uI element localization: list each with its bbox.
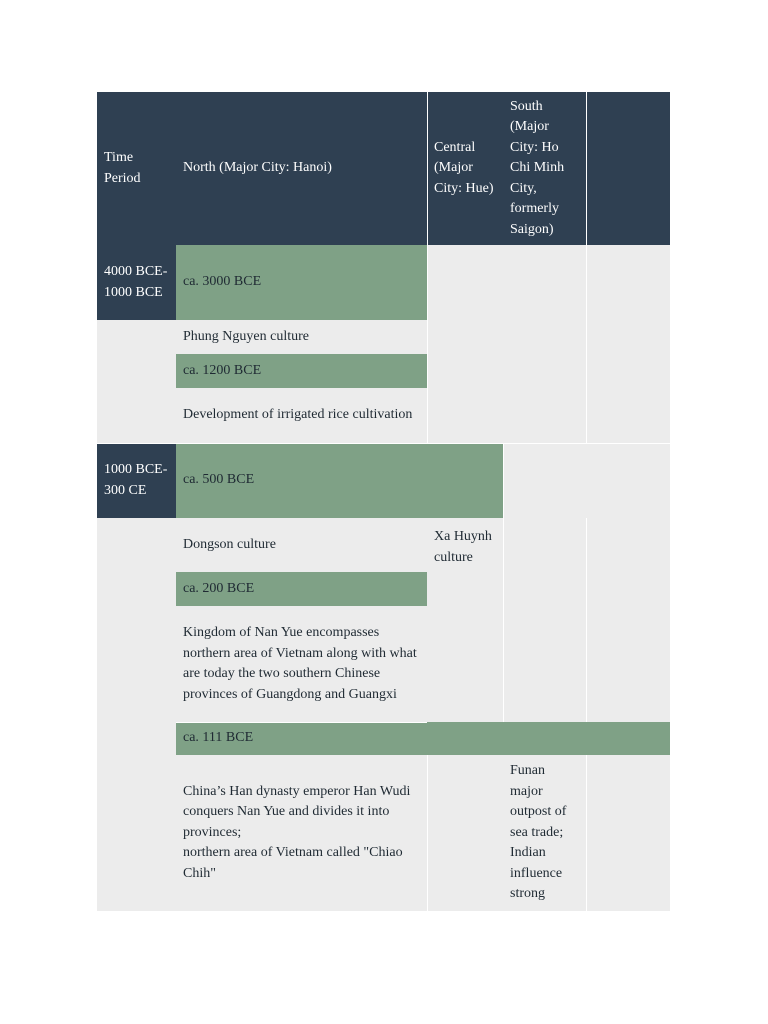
grid-line [427, 92, 428, 245]
period-label [97, 245, 176, 320]
grid-line [586, 518, 587, 722]
event-north [176, 606, 427, 722]
date-label: ca. 200 BCE [183, 580, 255, 596]
header-south-label: South (Major City: Ho Chi Minh City, formerly Saigon) [510, 98, 565, 237]
date-row [176, 354, 427, 388]
header-time-period-label: Time Period [104, 150, 141, 186]
grid-line [503, 443, 504, 722]
date-row [176, 443, 503, 518]
event-south-text: Funan major outpost of sea trade; Indian influence strong [510, 763, 567, 902]
event-north-text: Phung Nguyen culture [183, 328, 309, 344]
header-time-period [97, 92, 176, 245]
date-label: ca. 1200 BCE [183, 362, 262, 378]
date-row [176, 572, 427, 606]
event-central-text: Xa Huynh culture [434, 529, 492, 565]
header-extra [586, 92, 670, 245]
grid-line [586, 245, 587, 443]
grid-line [586, 92, 587, 245]
event-north [176, 320, 427, 354]
event-north [176, 755, 427, 911]
event-north-text: Kingdom of Nan Yue encompasses northern area of Vietnam along with what are today the two southern Chinese provinces of Guangdong and Guangxi [183, 625, 417, 702]
timeline-table [97, 92, 670, 911]
period-label-text: 4000 BCE-1000 BCE [104, 264, 168, 300]
header-north [176, 92, 427, 245]
header-central [427, 92, 503, 245]
grid-line [427, 245, 428, 443]
period-label [97, 443, 176, 518]
event-central [427, 518, 503, 722]
grid-line [97, 443, 670, 444]
event-north-text: Development of irrigated rice cultivation [183, 407, 413, 423]
grid-line [427, 755, 428, 911]
grid-line [586, 755, 587, 911]
event-north-text: China’s Han dynasty emperor Han Wudi conquers Nan Yue and divides it into provinces; northern area of Vietnam called "Chiao Chih" [183, 783, 411, 881]
date-label: ca. 500 BCE [183, 472, 255, 488]
header-south [503, 92, 586, 245]
date-row [176, 245, 427, 320]
header-north-label: North (Major City: Hanoi) [183, 160, 332, 176]
grid-line [176, 722, 427, 723]
date-label: ca. 111 BCE [183, 730, 254, 746]
event-north [176, 518, 427, 572]
date-label: ca. 3000 BCE [183, 274, 262, 290]
event-north [176, 388, 427, 443]
header-central-label: Central (Major City: Hue) [434, 139, 494, 196]
event-south [503, 755, 586, 911]
date-row [176, 722, 670, 755]
period-label-text: 1000 BCE-300 CE [104, 462, 168, 498]
event-north-text: Dongson culture [183, 536, 276, 552]
